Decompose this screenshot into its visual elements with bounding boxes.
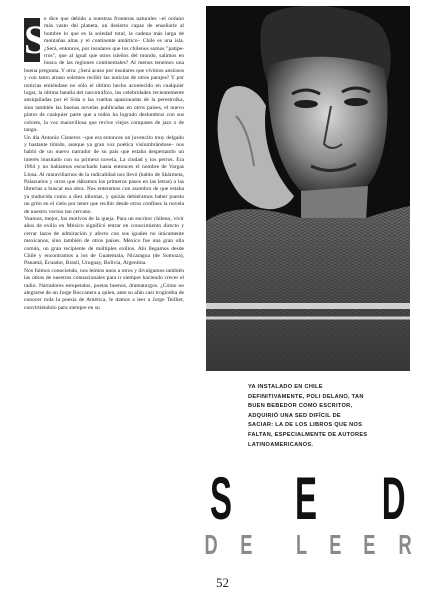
headline-letter: D — [204, 529, 218, 560]
article-paragraph-3: Veamos, mejor, los motivos de la queja. Para un escritor chileno, vivir años de exilio en México significó entrar en conocimiento directo y cerrar lazos de admiración y afecto con sus iguales no únicamente mexicanos, sino también de otros países. México fue una gran olla común, un gran recipiente de múltiples exilios. Ahí llegamos desde Chile y encontramos a los de Guatemala, Nicaragua (de Somoza), Panamá, Ecuador, Brasil, Uruguay, Bolivia, Argentina. — [24, 215, 184, 267]
page-number: 52 — [216, 575, 229, 590]
headline-letter: E — [240, 529, 253, 560]
headline-letter: D — [381, 465, 406, 532]
headline-letter: E — [295, 465, 318, 532]
headline-line-1 — [201, 465, 415, 532]
drop-cap: S — [24, 17, 47, 62]
pull-quote: YA INSTALADO EN CHILE DEFINITIVAMENTE, POLI DELANO, TAN BUEN BEBEDOR COMO ESCRITOR, ADQUIRIÓ UNA SED DIFÍCIL DE SACIAR: LA DE LOS LIBROS QUE NOS FALTAN, ESPECIALMENTE DE AUTORES LATINOAMERICANOS. — [248, 384, 368, 448]
headline-line-2 — [201, 530, 415, 560]
article-column — [24, 16, 184, 590]
article-paragraph-4: Nos fuimos conociendo, nos leímos unos a otros y divulgamos también las obras de nuestros connacionales para ir siempre haciendo crecer el radio. Narradores estupendos, poetas buenos, dramaturgos. ¿Cómo no alegrarse de un Jorge Boccanera a quien, ante su afán casi troglodita de conocer toda la poesía de América, le damos a leer a Jorge Teillier, convirtiéndolo para siempre en su — [24, 267, 184, 311]
headline-letter: L — [296, 529, 308, 560]
author-portrait-photo — [206, 6, 410, 371]
headline-letter: S — [210, 465, 233, 532]
headline-letter: E — [329, 529, 342, 560]
headline-letter: R — [398, 529, 412, 560]
article-paragraph-1: e dice que debido a nuestras fronteras naturales –el océano más vasto del planeta, un desierto capaz de enseñarle al hombre lo que es la soledad total, la cadena más larga de montañas altas y el continente antártico– Chile es una isla. ¿Será, entonces, por insulares que los chilenos somos "patipe-rros", que al igual que otros isleños del mundo, salimos en busca de las regiones continentales? Al menos tenemos una buena pregunta. Y otra: ¿Será acaso por insulares que vivimos ansiosos y con tanto atraso solemos recibir las noticias de otros parajes? Y por noticias entiéndase no sólo el último hecho acontecido en cualquier lugar, la última batalla del narcotráfico, las celebridades recientemente ansiquiladas por el Sida o las vueltas apasionadas de la perestroika, sino también las buenas novelas publicadas en otros países, el nuevo pintor de cualquier parte que a todos ha logrado deslumbrar con sus colores, la voz maravillosa que revive viejos compases de jazz o de tango. — [24, 16, 184, 134]
portrait-illustration — [206, 6, 410, 371]
headline-letter: E — [363, 529, 376, 560]
article-paragraph-2: Un día Antonio Cisneros –que era entonces un jovencito muy delgado y bastante tímido, aunque ya gran voz poética vislumbrándose– nos habló de un nuevo narrador de su país que estaba despertando un interés inusitado con su primera novela, La ciudad y los perros. Era 1964 y no habíamos escuchado hasta entonces el nombre de Vargas Llosa. Al maravillarnos de la radicalidad nos llevó (hablo de Skármeta, Palazuelos y otros que dábamos los primeros pasos en las letras) a las librerías a buscar esa obra. Nos enteramos con asombro de que estaba ya traducida como a diez idiomas, y quizás debiéramos haber puesto un grito en el cielo por tener que recibir desde otros confines la novela de nuestro vecino tan cercano. — [24, 134, 184, 215]
